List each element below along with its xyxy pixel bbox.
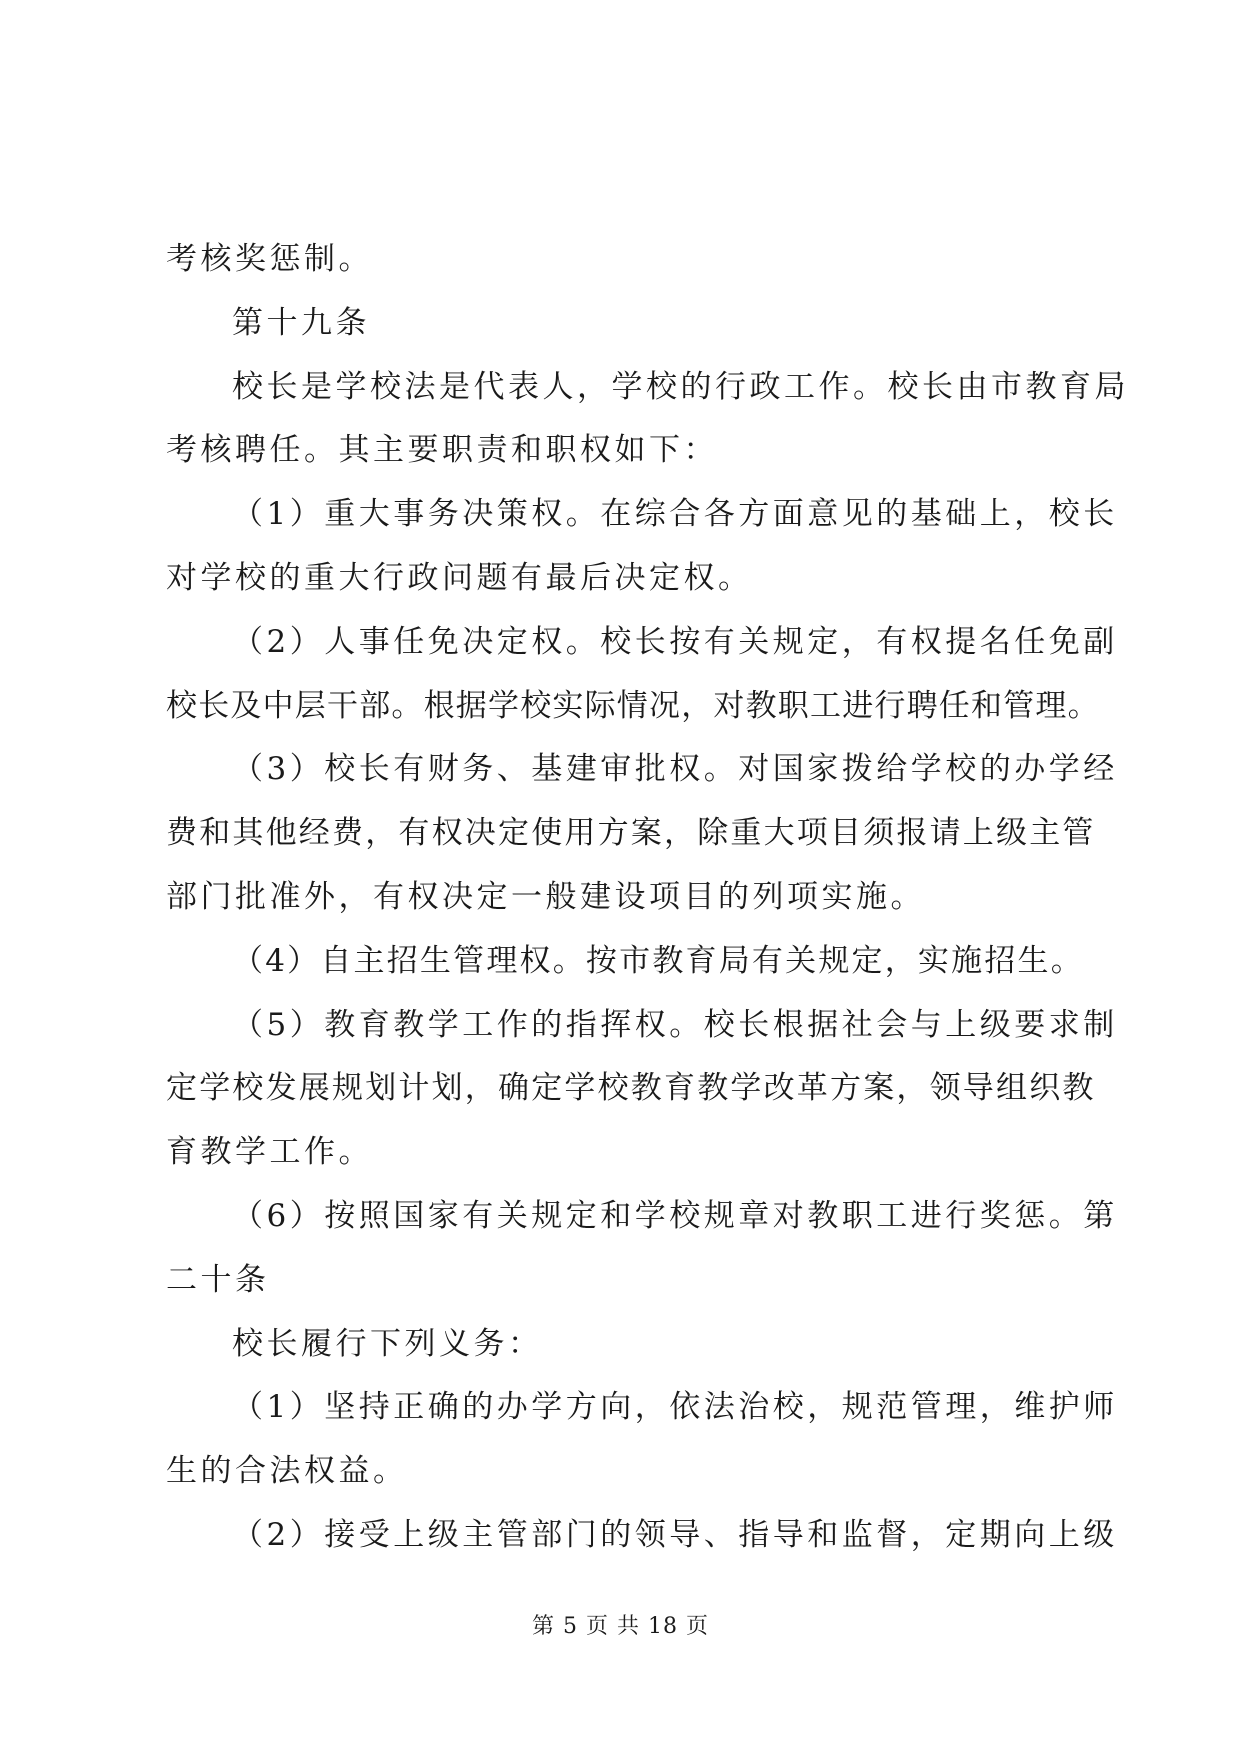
text-line: 考核聘任。其主要职责和职权如下： — [166, 432, 718, 469]
document-body — [166, 228, 1129, 1568]
list-item-line: （3）校长有财务、基建审批权。对国家拨给学校的办学经 — [232, 751, 1118, 788]
text-line: 部门批准外，有权决定一般建设项目的列项实施。 — [166, 878, 925, 915]
text-line: 费和其他经费，有权决定使用方案，除重大项目须报请上级主管 — [166, 815, 1096, 852]
list-item-line: （4）自主招生管理权。按市教育局有关规定，实施招生。 — [232, 942, 1084, 979]
list-item-line: （1）坚持正确的办学方向，依法治校，规范管理，维护师 — [232, 1389, 1118, 1426]
text-line: 校长是学校法是代表人，学校的行政工作。校长由市教育局 — [232, 368, 1129, 405]
list-item-line: （2）接受上级主管部门的领导、指导和监督，定期向上级 — [232, 1516, 1118, 1553]
text-line: 校长履行下列义务： — [232, 1325, 543, 1362]
article-heading: 二十条 — [166, 1261, 270, 1298]
article-heading: 第十九条 — [232, 304, 370, 341]
text-line: 对学校的重大行政问题有最后决定权。 — [166, 559, 753, 596]
text-line: 定学校发展规划计划，确定学校教育教学改革方案，领导组织教 — [166, 1070, 1096, 1107]
text-line: 考核奖惩制。 — [166, 241, 373, 277]
text-line: 校长及中层干部。根据学校实际情况，对教职工进行聘任和管理。 — [166, 687, 1100, 724]
list-item-line: （2）人事任免决定权。校长按有关规定，有权提名任免副 — [232, 623, 1118, 660]
page-number-footer: 第 5 页 共 18 页 — [532, 1614, 709, 1639]
text-line: 育教学工作。 — [166, 1134, 373, 1171]
list-item-line: （1）重大事务决策权。在综合各方面意见的基础上，校长 — [232, 496, 1118, 533]
list-item-line: （5）教育教学工作的指挥权。校长根据社会与上级要求制 — [232, 1006, 1118, 1043]
text-line: 生的合法权益。 — [166, 1453, 408, 1490]
list-item-line: （6）按照国家有关规定和学校规章对教职工进行奖惩。第 — [232, 1197, 1118, 1234]
